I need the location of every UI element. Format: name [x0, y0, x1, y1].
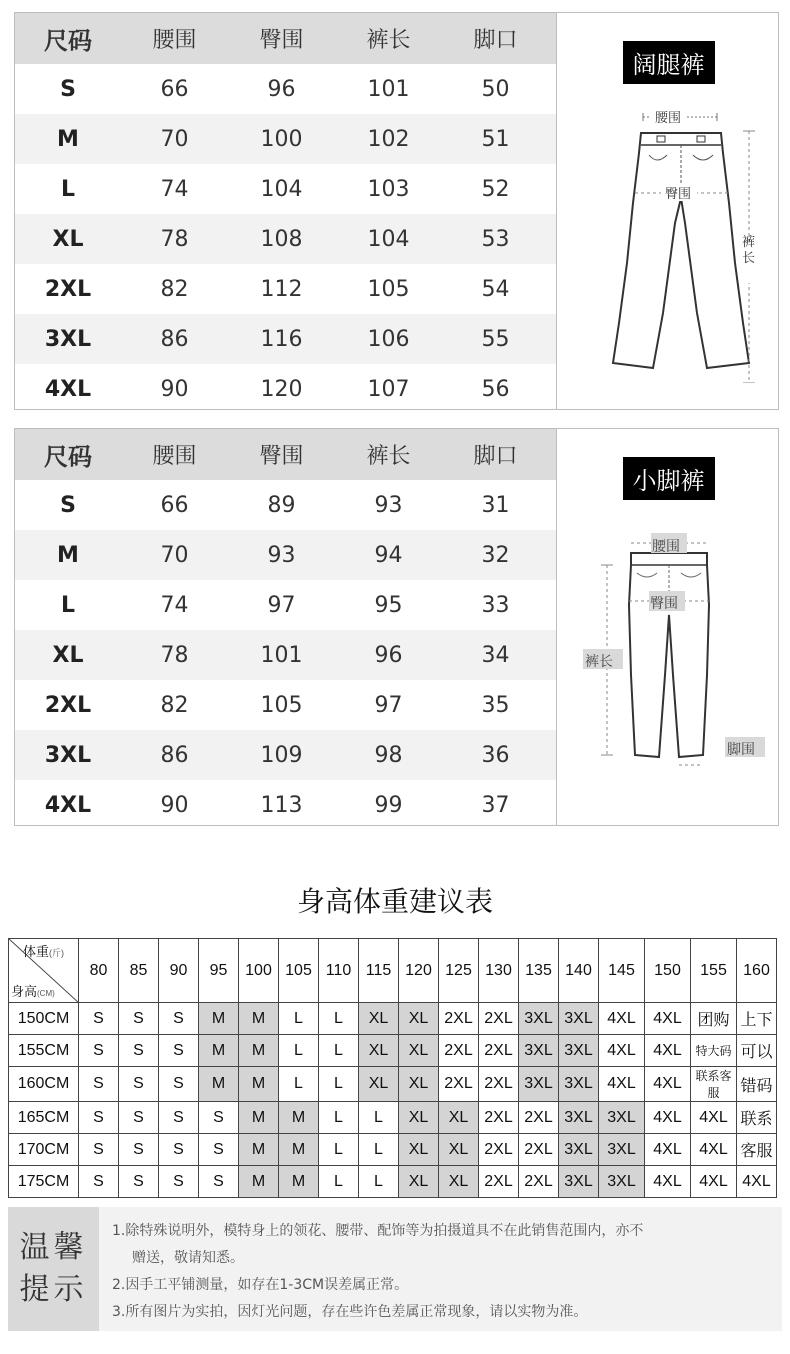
header-cell: 脚口 [473, 444, 518, 469]
size-cell: M [199, 1067, 239, 1102]
measure-cell: 82 [160, 692, 189, 718]
measure-cell: 74 [160, 176, 189, 202]
hw-chart-table [8, 938, 777, 1198]
wide_leg-header-row [15, 13, 556, 64]
header-cell: 臀围 [259, 444, 304, 469]
measure-cell: 86 [160, 742, 189, 768]
size-cell: 3XL [519, 1003, 559, 1035]
size-cell: S [159, 1067, 199, 1102]
height-cell: 160CM [9, 1067, 79, 1102]
size-cell: L [319, 1166, 359, 1198]
height-cell: 175CM [9, 1166, 79, 1198]
size-cell: L [60, 592, 76, 618]
size-cell: M [279, 1134, 319, 1166]
skinny-size-table [15, 429, 556, 825]
table-row [15, 64, 556, 114]
measure-cell: 94 [374, 542, 403, 568]
size-cell: L [319, 1067, 359, 1102]
size-cell: L [359, 1102, 399, 1134]
size-cell: 3XL [44, 742, 92, 768]
table-row [15, 630, 556, 680]
size-cell: M [239, 1067, 279, 1102]
corner-weight-unit: (斤) [49, 948, 65, 958]
size-cell: S [159, 1102, 199, 1134]
size-cell: 4XL [645, 1166, 691, 1198]
size-cell: 2XL [519, 1102, 559, 1134]
measure-cell: 51 [481, 126, 510, 152]
size-cell: 3XL [519, 1067, 559, 1102]
size-cell: S [159, 1003, 199, 1035]
skinny-size-block [14, 428, 779, 826]
size-cell: M [199, 1035, 239, 1067]
measure-cell: 116 [260, 326, 303, 352]
measure-cell: 89 [267, 492, 296, 518]
size-cell: 4XL [691, 1166, 737, 1198]
size-cell: XL [399, 1035, 439, 1067]
weight-header-cell: 85 [119, 939, 159, 1003]
weight-header-cell: 95 [199, 939, 239, 1003]
size-cell: 3XL [599, 1134, 645, 1166]
size-cell: S [119, 1166, 159, 1198]
table-row [15, 214, 556, 264]
wide-leg-size-block [14, 12, 779, 410]
hw-row [9, 1003, 777, 1035]
size-cell: XL [439, 1134, 479, 1166]
size-cell: XL [399, 1102, 439, 1134]
size-cell: XL [52, 226, 84, 252]
hw-row [9, 1134, 777, 1166]
measure-cell: 97 [374, 692, 403, 718]
size-cell: 4XL [44, 792, 92, 818]
measure-cell: 106 [367, 326, 410, 352]
size-cell: S [159, 1035, 199, 1067]
measure-cell: 50 [481, 76, 510, 102]
hw-corner-cell [9, 939, 79, 1003]
measure-cell: 105 [367, 276, 410, 302]
height-cell: 150CM [9, 1003, 79, 1035]
tips-line-3: 3.所有图片为实拍，因灯光问题，存在些许色差属正常现象，请以实物为准。 [112, 1304, 588, 1320]
measure-cell: 109 [260, 742, 303, 768]
tips-label [8, 1207, 99, 1331]
weight-header-cell: 105 [279, 939, 319, 1003]
size-cell: S [199, 1102, 239, 1134]
measure-cell: 78 [160, 226, 189, 252]
wide-leg-waist-label: 腰围 [655, 111, 682, 126]
size-cell: 2XL [439, 1067, 479, 1102]
header-cell: 尺码 [44, 27, 92, 55]
size-cell: 2XL [44, 692, 92, 718]
measure-cell: 95 [374, 592, 403, 618]
size-cell: 2XL [44, 276, 92, 302]
hw-row [9, 1035, 777, 1067]
size-cell: 4XL [645, 1035, 691, 1067]
size-cell: 3XL [599, 1102, 645, 1134]
measure-cell: 96 [374, 642, 403, 668]
size-cell: 4XL [44, 376, 92, 402]
size-cell: 3XL [599, 1166, 645, 1198]
size-cell: XL [439, 1166, 479, 1198]
skinny-waist-label: 腰围 [652, 539, 680, 555]
size-cell: XL [439, 1102, 479, 1134]
hw-row [9, 1102, 777, 1134]
weight-header-cell: 150 [645, 939, 691, 1003]
size-cell: 错码 [737, 1067, 777, 1102]
wide-leg-diagram [556, 13, 780, 409]
size-cell: 3XL [559, 1102, 599, 1134]
tips-lines [112, 1219, 774, 1327]
measure-cell: 102 [367, 126, 410, 152]
size-cell: 2XL [479, 1166, 519, 1198]
size-cell: S [119, 1003, 159, 1035]
size-cell: S [199, 1134, 239, 1166]
size-cell: S [60, 76, 76, 102]
size-cell: XL [399, 1134, 439, 1166]
header-cell: 臀围 [259, 28, 304, 53]
size-cell: XL [399, 1166, 439, 1198]
measure-cell: 70 [160, 126, 189, 152]
tips-line-1: 1.除特殊说明外，模特身上的领花、腰带、配饰等为拍摄道具不在此销售范围内，亦不 [112, 1223, 644, 1239]
hw-header-row [9, 939, 777, 1003]
tips-label-line1: 温馨 [19, 1230, 88, 1265]
header-cell: 裤长 [366, 28, 411, 53]
measure-cell: 52 [481, 176, 510, 202]
hw-chart-title: 身高体重建议表 [296, 885, 493, 918]
skinny-header-row [15, 429, 556, 480]
measure-cell: 35 [481, 692, 510, 718]
measure-cell: 31 [481, 492, 510, 518]
measure-cell: 104 [260, 176, 303, 202]
size-cell: 2XL [439, 1035, 479, 1067]
measure-cell: 90 [160, 376, 189, 402]
measure-cell: 34 [481, 642, 510, 668]
size-cell: M [279, 1166, 319, 1198]
size-cell: XL [399, 1067, 439, 1102]
size-cell: S [60, 492, 76, 518]
skinny-length-label: 裤长 [585, 654, 613, 670]
size-cell: 2XL [519, 1166, 559, 1198]
measure-cell: 33 [481, 592, 510, 618]
size-cell: S [159, 1134, 199, 1166]
size-cell: 4XL [599, 1003, 645, 1035]
table-row [15, 480, 556, 530]
measure-cell: 82 [160, 276, 189, 302]
header-cell: 腰围 [152, 444, 197, 469]
measure-cell: 96 [267, 76, 296, 102]
skinny-style-label: 小脚裤 [623, 457, 715, 500]
height-cell: 155CM [9, 1035, 79, 1067]
measure-cell: 101 [260, 642, 303, 668]
weight-header-cell: 100 [239, 939, 279, 1003]
size-cell: 2XL [479, 1035, 519, 1067]
measure-cell: 98 [374, 742, 403, 768]
wide-leg-size-table [15, 13, 556, 409]
size-cell: 可以 [737, 1035, 777, 1067]
size-cell: 4XL [645, 1067, 691, 1102]
measure-cell: 104 [367, 226, 410, 252]
measure-cell: 54 [481, 276, 510, 302]
size-cell: 3XL [44, 326, 92, 352]
weight-header-cell: 90 [159, 939, 199, 1003]
measure-cell: 66 [160, 492, 189, 518]
hw-row [9, 1166, 777, 1198]
measure-cell: 70 [160, 542, 189, 568]
hw-row [9, 1067, 777, 1102]
size-cell: 4XL [645, 1102, 691, 1134]
weight-header-cell: 135 [519, 939, 559, 1003]
size-cell: 3XL [559, 1035, 599, 1067]
measure-cell: 66 [160, 76, 189, 102]
weight-header-cell: 125 [439, 939, 479, 1003]
size-cell: 4XL [645, 1003, 691, 1035]
measure-cell: 53 [481, 226, 510, 252]
size-cell: 3XL [559, 1003, 599, 1035]
height-cell: 165CM [9, 1102, 79, 1134]
size-cell: 团购 [691, 1003, 737, 1035]
measure-cell: 108 [260, 226, 303, 252]
table-row [15, 580, 556, 630]
skinny-diagram [556, 429, 780, 825]
table-row [15, 530, 556, 580]
tips-line-1-cont: 赠送，敬请知悉。 [132, 1250, 244, 1266]
size-cell: M [57, 542, 79, 568]
size-cell: S [79, 1003, 119, 1035]
header-cell: 脚口 [473, 28, 518, 53]
measure-cell: 113 [260, 792, 303, 818]
size-cell: L [319, 1134, 359, 1166]
size-cell: M [239, 1102, 279, 1134]
table-row [15, 680, 556, 730]
size-cell: 2XL [479, 1003, 519, 1035]
measure-cell: 120 [260, 376, 303, 402]
size-cell: 特大码 [691, 1035, 737, 1067]
size-cell: 4XL [599, 1035, 645, 1067]
size-cell: S [79, 1035, 119, 1067]
size-cell: XL [359, 1035, 399, 1067]
wide-leg-style-label: 阔腿裤 [623, 41, 715, 84]
size-cell: 2XL [439, 1003, 479, 1035]
size-cell: S [119, 1035, 159, 1067]
size-cell: S [79, 1102, 119, 1134]
size-cell: L [359, 1134, 399, 1166]
size-cell: M [279, 1102, 319, 1134]
size-cell: 3XL [559, 1166, 599, 1198]
size-cell: XL [359, 1067, 399, 1102]
weight-header-cell: 80 [79, 939, 119, 1003]
measure-cell: 105 [260, 692, 303, 718]
size-cell: M [239, 1035, 279, 1067]
weight-header-cell: 130 [479, 939, 519, 1003]
skinny-hem-label: 脚围 [727, 742, 755, 758]
measure-cell: 101 [367, 76, 410, 102]
table-row [15, 314, 556, 364]
size-cell: L [359, 1166, 399, 1198]
table-row [15, 114, 556, 164]
measure-cell: 56 [481, 376, 510, 402]
size-cell: 4XL [599, 1067, 645, 1102]
measure-cell: 112 [260, 276, 303, 302]
size-cell: L [60, 176, 76, 202]
height-cell: 170CM [9, 1134, 79, 1166]
size-cell: S [79, 1166, 119, 1198]
size-cell: 上下 [737, 1003, 777, 1035]
measure-cell: 36 [481, 742, 510, 768]
size-cell: 2XL [479, 1102, 519, 1134]
measure-cell: 37 [481, 792, 510, 818]
corner-weight: 体重 [23, 944, 50, 959]
measure-cell: 99 [374, 792, 403, 818]
header-cell: 裤长 [366, 444, 411, 469]
table-row [15, 164, 556, 214]
size-cell: S [119, 1067, 159, 1102]
size-cell: 4XL [737, 1166, 777, 1198]
size-cell: S [119, 1102, 159, 1134]
tips-label-line2: 提示 [19, 1272, 88, 1307]
size-cell: L [319, 1035, 359, 1067]
size-cell: L [319, 1102, 359, 1134]
skinny-hip-label: 臀围 [650, 596, 678, 612]
weight-header-cell: 145 [599, 939, 645, 1003]
header-cell: 尺码 [44, 443, 92, 471]
size-cell: M [239, 1003, 279, 1035]
size-cell: M [239, 1134, 279, 1166]
table-row [15, 780, 556, 830]
size-cell: M [239, 1166, 279, 1198]
measure-cell: 86 [160, 326, 189, 352]
measure-cell: 55 [481, 326, 510, 352]
size-cell: 客服 [737, 1134, 777, 1166]
size-cell: XL [399, 1003, 439, 1035]
wide-leg-hip-label: 臀围 [665, 187, 692, 202]
measure-cell: 107 [367, 376, 410, 402]
size-cell: 联系 [737, 1102, 777, 1134]
weight-header-cell: 120 [399, 939, 439, 1003]
measure-cell: 78 [160, 642, 189, 668]
size-cell: 3XL [559, 1067, 599, 1102]
measure-cell: 90 [160, 792, 189, 818]
weight-header-cell: 160 [737, 939, 777, 1003]
corner-height-unit: (CM) [37, 989, 55, 998]
measure-cell: 103 [367, 176, 410, 202]
size-cell: XL [52, 642, 84, 668]
weight-header-cell: 155 [691, 939, 737, 1003]
weight-header-cell: 110 [319, 939, 359, 1003]
size-cell: XL [359, 1003, 399, 1035]
size-cell: 2XL [519, 1134, 559, 1166]
size-cell: 4XL [691, 1102, 737, 1134]
size-cell: 联系客服 [691, 1067, 737, 1102]
corner-height: 身高 [11, 984, 38, 999]
tips-box [8, 1207, 782, 1331]
size-cell: M [199, 1003, 239, 1035]
size-cell: 3XL [519, 1035, 559, 1067]
wide-leg-length-label: 裤长 [742, 235, 756, 266]
size-cell: L [279, 1003, 319, 1035]
measure-cell: 32 [481, 542, 510, 568]
header-cell: 腰围 [152, 28, 197, 53]
size-cell: M [57, 126, 79, 152]
size-cell: S [79, 1067, 119, 1102]
measure-cell: 74 [160, 592, 189, 618]
size-cell: 4XL [691, 1134, 737, 1166]
size-cell: L [279, 1067, 319, 1102]
size-cell: L [279, 1035, 319, 1067]
size-cell: 3XL [559, 1134, 599, 1166]
size-cell: S [79, 1134, 119, 1166]
size-cell: L [319, 1003, 359, 1035]
table-row [15, 264, 556, 314]
weight-header-cell: 140 [559, 939, 599, 1003]
table-row [15, 730, 556, 780]
measure-cell: 93 [267, 542, 296, 568]
size-cell: S [199, 1166, 239, 1198]
tips-line-2: 2.因手工平铺测量，如存在1-3CM误差属正常。 [112, 1277, 409, 1293]
table-row [15, 364, 556, 414]
measure-cell: 93 [374, 492, 403, 518]
size-cell: 4XL [645, 1134, 691, 1166]
size-cell: 2XL [479, 1067, 519, 1102]
size-cell: S [159, 1166, 199, 1198]
measure-cell: 97 [267, 592, 296, 618]
size-cell: 2XL [479, 1134, 519, 1166]
weight-header-cell: 115 [359, 939, 399, 1003]
size-cell: S [119, 1134, 159, 1166]
measure-cell: 100 [260, 126, 303, 152]
